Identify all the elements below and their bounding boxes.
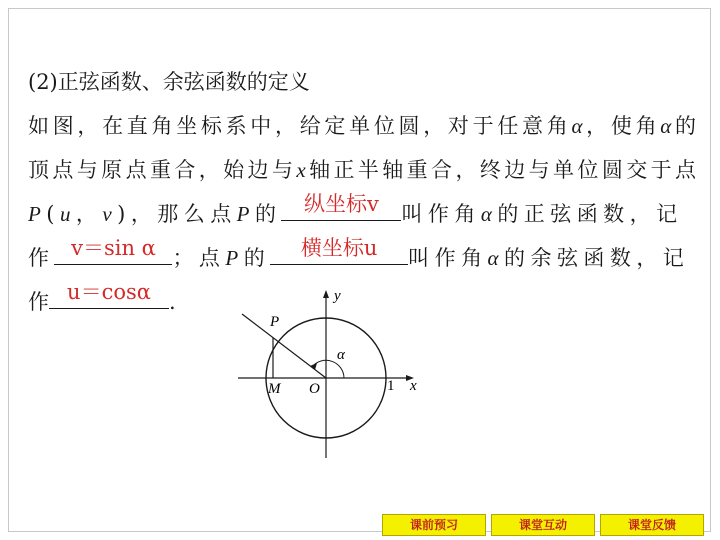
text-segment: . bbox=[169, 290, 176, 314]
u-symbol: u bbox=[59, 202, 76, 226]
text-segment: 的正弦函数，记 bbox=[497, 202, 683, 226]
text-segment: ， bbox=[75, 202, 103, 226]
label-alpha: α bbox=[337, 347, 345, 363]
para-line-4 bbox=[28, 236, 696, 280]
answer-sine-coordinate: 纵坐标v bbox=[304, 192, 379, 216]
text-segment: ，那么点 bbox=[130, 202, 237, 226]
blank-sine-coordinate[interactable] bbox=[281, 192, 401, 221]
answer-cos-formula: u＝cosα bbox=[67, 280, 151, 304]
text-segment: 作 bbox=[28, 290, 49, 314]
label-o: O bbox=[309, 381, 320, 397]
text-segment: 轴正半轴重合，终边与单位圆交于点 bbox=[305, 158, 697, 182]
para-line-3 bbox=[28, 192, 696, 236]
v-symbol: v bbox=[102, 202, 118, 226]
answer-cos-coordinate: 横坐标u bbox=[300, 236, 378, 260]
alpha-symbol: α bbox=[480, 202, 498, 226]
answer-sine-formula: v＝sin α bbox=[71, 236, 156, 260]
blank-sine-formula[interactable] bbox=[54, 236, 172, 265]
nav-interact-button[interactable]: 课堂互动 bbox=[491, 514, 595, 536]
text-segment: ( bbox=[46, 202, 60, 226]
nav-feedback-button[interactable]: 课堂反馈 bbox=[600, 514, 704, 536]
text-segment: ；点 bbox=[172, 246, 226, 270]
text-segment: 叫作角 bbox=[408, 246, 488, 270]
text-segment: 叫作角 bbox=[401, 202, 481, 226]
label-x: x bbox=[410, 378, 417, 394]
alpha-symbol: α bbox=[487, 246, 505, 270]
y-axis-arrow bbox=[323, 290, 329, 298]
text-segment: 的 bbox=[243, 246, 271, 270]
x-symbol: x bbox=[296, 158, 306, 182]
text-segment: 顶点与原点重合，始边与 bbox=[28, 158, 297, 182]
alpha-symbol: α bbox=[660, 114, 672, 138]
label-one: 1 bbox=[387, 378, 395, 394]
text-segment: 的 bbox=[671, 114, 697, 138]
blank-cos-coordinate[interactable] bbox=[270, 236, 408, 265]
unit-circle-diagram bbox=[230, 282, 430, 462]
para-line-1 bbox=[28, 104, 696, 148]
text-segment: ，使角 bbox=[582, 114, 661, 138]
heading: (2)正弦函数、余弦函数的定义 bbox=[28, 70, 310, 94]
label-p: P bbox=[270, 314, 280, 330]
para-line-2 bbox=[28, 148, 696, 192]
text-segment: 作 bbox=[28, 246, 55, 270]
blank-cos-formula[interactable] bbox=[49, 280, 169, 309]
nav-preview-button[interactable]: 课前预习 bbox=[382, 514, 486, 536]
text-segment: 的余弦函数，记 bbox=[504, 246, 690, 270]
alpha-symbol: α bbox=[571, 114, 583, 138]
text-segment: 如图，在直角坐标系中，给定单位圆，对于任意角 bbox=[28, 114, 572, 138]
point-p-symbol: P bbox=[236, 202, 255, 226]
label-y: y bbox=[334, 288, 341, 304]
point-p-symbol: P bbox=[225, 246, 244, 270]
text-segment: 的 bbox=[254, 202, 282, 226]
point-p-symbol: P bbox=[28, 202, 47, 226]
slide-nav bbox=[0, 514, 720, 536]
text-segment: ) bbox=[117, 202, 131, 226]
label-m: M bbox=[268, 381, 281, 397]
